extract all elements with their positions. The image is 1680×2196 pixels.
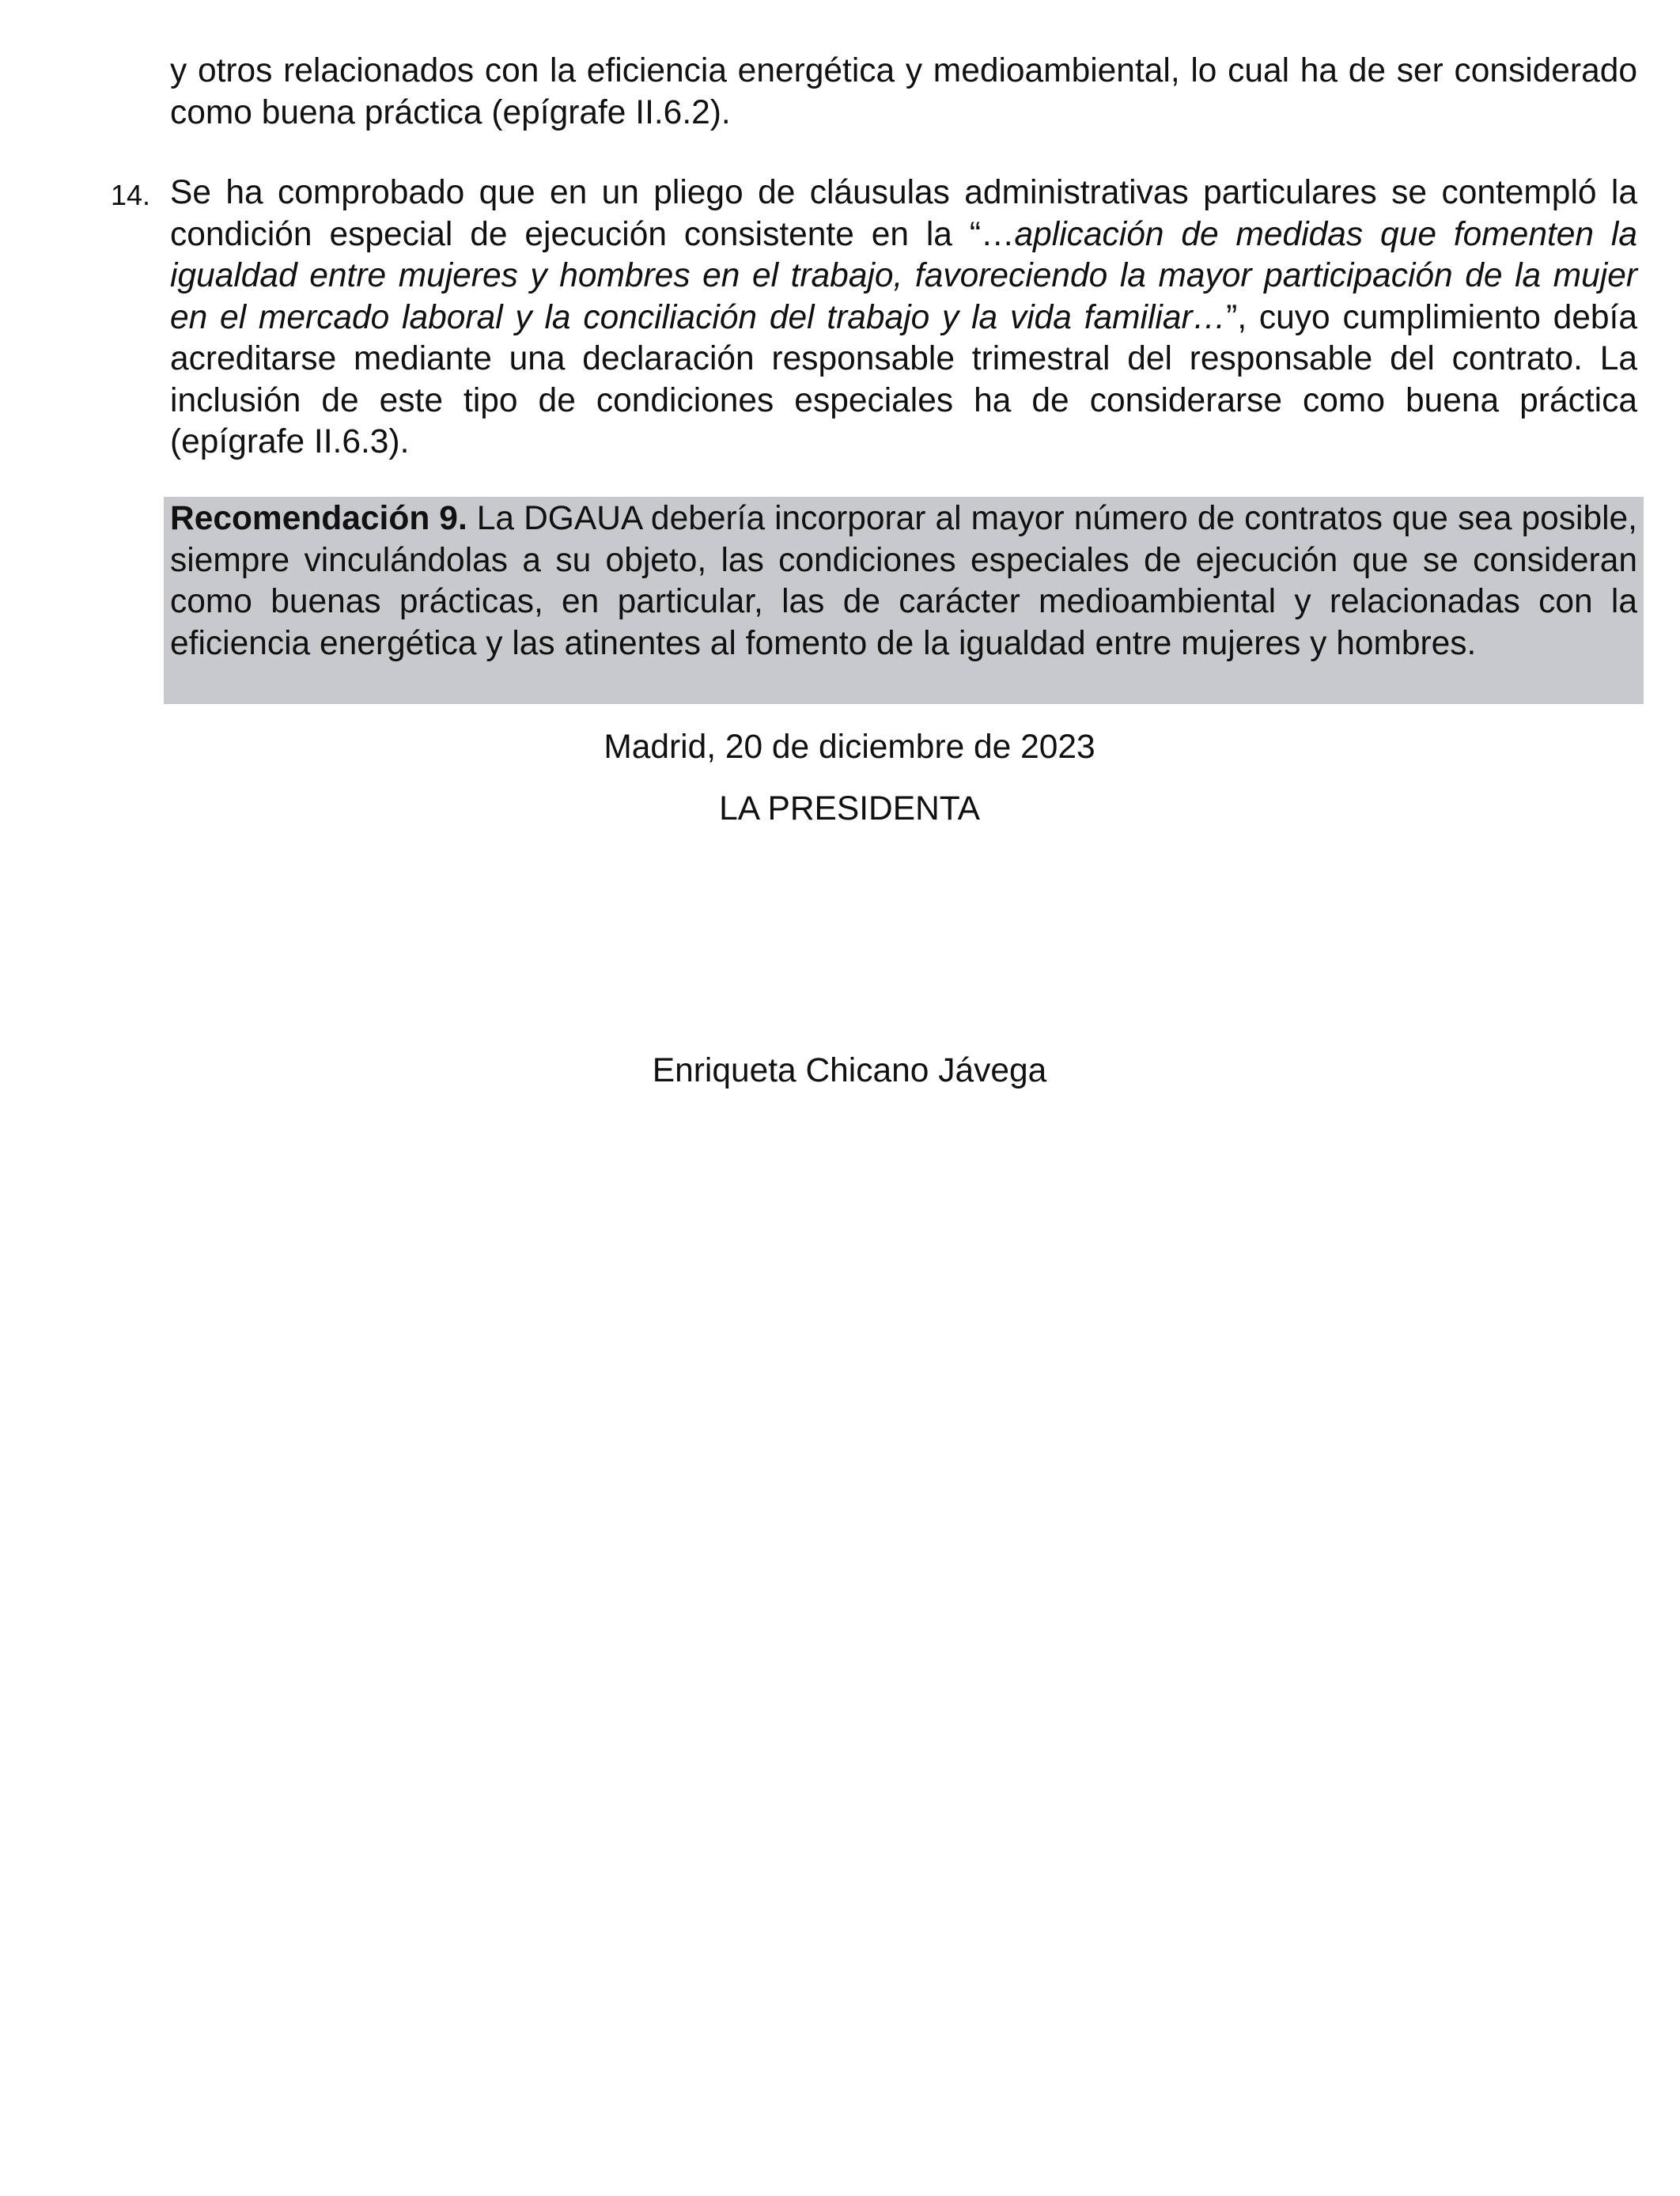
signatory-role: LA PRESIDENTA xyxy=(719,790,980,827)
item-14-quote: aplicación de medidas que fomenten la igualdad entre mujeres y hombres en el trabajo, favoreciendo la mayor participación de la mujer en el mercado laboral y la conciliación del trabajo y la vida familiar… xyxy=(170,215,1637,336)
recommendation-label: Recomendación 9. xyxy=(170,500,467,537)
item-14-text-after: ”, cuyo cumplimiento debía acreditarse mediante una declaración responsable trimestral del responsable del contrato. La inclusión de este tipo de condiciones especiales ha de considerarse como buena práctica (epígrafe II.6.3). xyxy=(170,298,1637,460)
recommendation-text: La DGAUA debería incorporar al mayor número de contratos que sea posible, siempre vinculándolas a su objeto, las condiciones especiales de ejecución que se consideran como buenas prácticas, en particular, las de carácter medioambiental y relacionadas con la eficiencia energética y las atinentes al fomento de la igualdad entre mujeres y hombres. xyxy=(170,500,1637,662)
signatory-name: Enriqueta Chicano Jávega xyxy=(652,1052,1047,1089)
place-date: Madrid, 20 de diciembre de 2023 xyxy=(604,729,1095,766)
item-14-paragraph xyxy=(170,172,1637,464)
continued-paragraph xyxy=(170,51,1637,134)
item-14-text-before: Se ha comprobado que en un pliego de cláusulas administrativas particulares se contempló la condición especial de ejecución consistente en la “… xyxy=(170,174,1637,253)
continued-paragraph-text: y otros relacionados con la eficiencia energética y medioambiental, lo cual ha de ser considerado como buena práctica (epígrafe II.6.2). xyxy=(170,52,1637,131)
item-number: 14. xyxy=(111,179,151,211)
recommendation-paragraph xyxy=(170,498,1637,664)
